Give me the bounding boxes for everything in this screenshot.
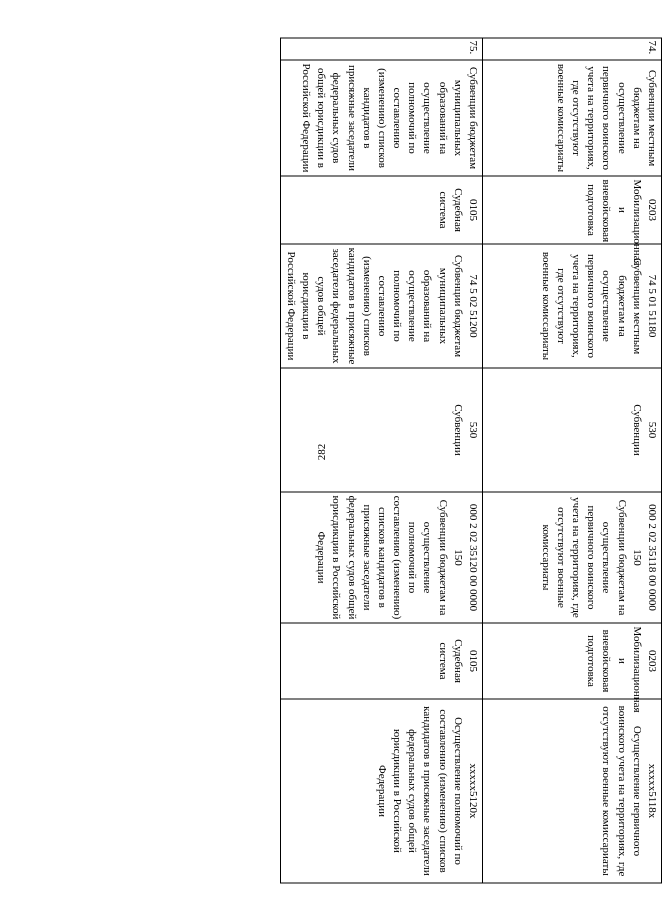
target-name: Осуществление полномочий по составлению (изменению) списков кандидатов в присяжные заседатели федеральных судов общей юрисдикции в Российской Федерации [375,706,464,876]
section-name: Судебная система [436,188,464,232]
target-name: Субвенции местным бюджетам на осуществление первичного воинского учета на территориях, где отсутствуют военные комиссариаты [539,251,643,361]
section-name: Мобилизационная и вневойсковая подготовка [585,626,643,713]
expense-code: 530 [646,421,658,439]
income-code: 000 2 02 35118 00 0000 150 [630,504,658,611]
row-number: 74. [483,38,662,60]
target-article-cell [280,244,482,368]
table-row [483,38,662,883]
recipient-section-cell [483,623,662,713]
transfer-name-cell: Субвенции бюджетам муниципальных образований на осуществление полномочий по составлению (изменению) списков кандидатов в присяжные заседатели федеральных судов общей юрисдикции в Российской Федерации [280,60,482,176]
section-cell [483,176,662,266]
section-code: 0203 [646,650,658,672]
row-number: 75. [280,38,482,60]
income-name: Субвенции бюджетам на осуществление полномочий по составлению (изменению) списков кандидатов в присяжные заседатели федеральных судов общей юрисдикции в Российской Федерации [315,495,449,620]
section-cell [280,176,482,244]
recipient-target-cell [483,699,662,883]
income-code-cell [483,492,662,623]
section-name: Мобилизационная и вневойсковая подготовка [585,179,643,266]
target-article-cell [483,244,662,368]
expense-name: Субвенции [630,404,643,456]
section-name: Судебная система [436,639,464,683]
page-number: 282 [316,443,328,461]
income-code: 000 2 02 35120 00 0000 150 [451,503,479,612]
target-code: xxxxx5120x [467,763,479,819]
section-code: 0105 [467,650,479,672]
target-code: 74 5 01 51180 [646,274,658,338]
target-code: 74 5 02 51200 [467,274,479,338]
target-name: Субвенции бюджетам муниципальных образований на осуществление полномочий по составлению (изменению) списков кандидатов в присяжные заседатели федеральных судов общей юрисдикции в Российской Федерации [284,247,464,365]
budget-table-container [282,38,662,883]
section-code: 0105 [467,199,479,221]
table-row [280,38,482,883]
income-name: Субвенции бюджетам на осуществление первичного воинского учета на территориях, где отсутствуют военные комиссариаты [539,497,628,618]
section-code: 0203 [646,199,658,221]
budget-classification-table [280,38,662,884]
transfer-name-cell: Субвенции местным бюджетам на осуществление первичного воинского учета на территориях, где отсутствуют военные комиссариаты [483,60,662,176]
target-name: Осуществление первичного воинского учета на территориях, где отсутствуют военные комиссариаты [600,705,643,877]
expense-name: Субвенции [451,404,464,456]
expense-type-cell [280,368,482,492]
recipient-target-cell [280,699,482,883]
recipient-section-cell [280,623,482,699]
expense-code: 530 [467,421,479,439]
target-code: xxxxx5118x [646,763,658,819]
expense-type-cell [483,368,662,492]
income-code-cell [280,492,482,623]
